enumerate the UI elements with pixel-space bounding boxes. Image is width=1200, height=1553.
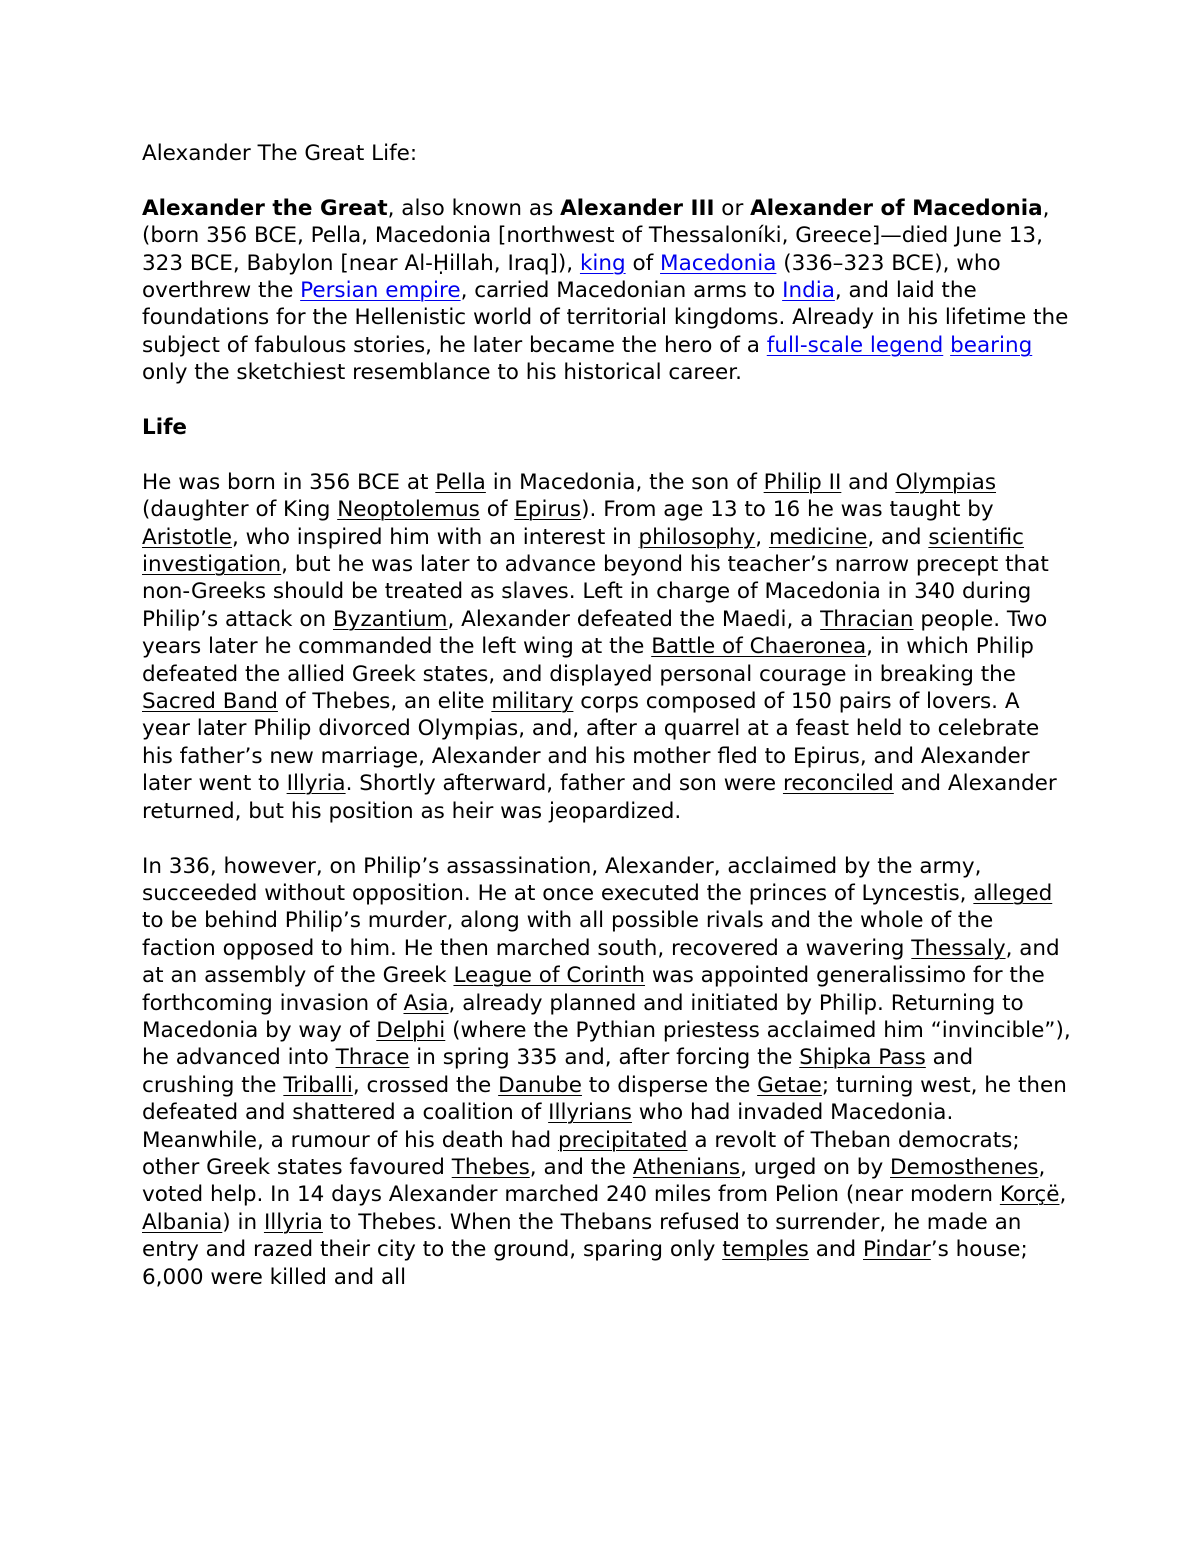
bold-term: Alexander III [560, 195, 715, 221]
bold-term: Alexander of Macedonia [750, 195, 1043, 221]
link-byzantium[interactable]: Byzantium [332, 606, 448, 632]
link-king[interactable]: king [579, 250, 626, 276]
link-full-scale-legend[interactable]: full-scale legend [766, 332, 944, 358]
link-philip-ii[interactable]: Philip II [763, 469, 842, 495]
text-run: , crossed the [352, 1072, 499, 1098]
link-pella[interactable]: Pella [435, 469, 486, 495]
heading-text: Life [142, 415, 188, 441]
link-illyria[interactable]: Illyria [286, 771, 346, 797]
link-epirus[interactable]: Epirus [514, 497, 582, 523]
text-run: corps composed of 150 pairs of lovers. A year later Philip divorced Olympias, and, after a quarrel at a feast held to celebrate his father’s new marriage, Alexander and his mother fled to Epirus, and Alexander later went to [142, 689, 1040, 797]
spacer [142, 441, 1072, 468]
text-run: to Thebes. When the Thebans refused to surrender, he made an entry and razed their city to the ground, sparing only [142, 1209, 1022, 1263]
spacer [142, 167, 1072, 194]
text-run: ’s house; 6,000 were killed and all [142, 1237, 1028, 1290]
text-run: was appointed generalissimo for the forthcoming invasion of [142, 963, 1045, 1016]
text-run: , [755, 524, 769, 550]
spacer [142, 387, 1072, 414]
text-run: , also known as [387, 195, 561, 221]
intro-paragraph [142, 195, 1072, 387]
text-run: or [714, 195, 751, 221]
link-danube[interactable]: Danube [498, 1072, 582, 1098]
link-temples[interactable]: temples [722, 1237, 809, 1263]
link-india[interactable]: India [782, 278, 835, 304]
text-run: , voted help. In 14 days Alexander marched 240 miles from Pelion (near modern [142, 1154, 1046, 1208]
link-philosophy[interactable]: philosophy [638, 524, 756, 550]
text-run: to disperse the [581, 1072, 758, 1098]
text-run: , and laid the foundations for the Hellenistic world of territorial kingdoms. Already in his lifetime the subject of fabulous stories, he later became the hero of a [142, 278, 1069, 358]
text-run: ) in [222, 1209, 264, 1235]
link-alleged[interactable]: alleged [973, 880, 1053, 906]
text-run: ; turning west, he then defeated and shattered a coalition of [142, 1072, 1067, 1126]
section-heading-life [142, 414, 1072, 441]
text-run: (336–323 BCE), who overthrew the [142, 250, 1001, 304]
link-sacred-band[interactable]: Sacred Band [142, 689, 278, 715]
text-run: , carried Macedonian arms to [460, 278, 783, 304]
link-asia[interactable]: Asia [403, 990, 449, 1016]
text-run: , and at an assembly of the Greek [142, 935, 1060, 989]
link-thessaly[interactable]: Thessaly [911, 935, 1006, 961]
link-reconciled[interactable]: reconciled [782, 771, 894, 797]
text-run: ). From age 13 to 16 he was taught by [581, 497, 994, 523]
link-neoptolemus[interactable]: Neoptolemus [337, 497, 480, 523]
text-run: a revolt of Theban democrats; other Greek states favoured [142, 1127, 1020, 1180]
link-illyrians[interactable]: Illyrians [548, 1100, 632, 1126]
spacer [142, 825, 1072, 852]
link-triballi[interactable]: Triballi [283, 1072, 353, 1098]
text-run: . Shortly afterward, father and son were [345, 771, 783, 797]
text-run: In 336, however, on Philip’s assassination, Alexander, acclaimed by the army, succeeded without opposition. He at once executed the princes of Lyncestis, [142, 853, 982, 906]
link-albania[interactable]: Albania [142, 1209, 223, 1235]
link-korce[interactable]: Korçë [999, 1182, 1060, 1208]
link-bearing[interactable]: bearing [950, 332, 1033, 358]
text-run: , urged on by [740, 1154, 891, 1180]
text-run: and [841, 469, 896, 495]
text-run: in Macedonia, the son of [485, 469, 764, 495]
text-run: and [808, 1237, 863, 1263]
link-delphi[interactable]: Delphi [376, 1017, 446, 1043]
link-medicine[interactable]: medicine [768, 524, 868, 550]
document-title: Alexander The Great Life: [142, 141, 418, 166]
link-thracian[interactable]: Thracian [820, 606, 914, 632]
text-run: of Thebes, an elite [277, 689, 492, 715]
link-military[interactable]: military [491, 689, 574, 715]
link-league-of-corinth[interactable]: League of Corinth [453, 963, 646, 989]
document-body [142, 140, 1072, 1291]
text-run: , already planned and initiated by Philip. Returning to Macedonia by way of [142, 990, 1024, 1043]
link-illyria-2[interactable]: Illyria [263, 1209, 323, 1235]
link-thebes[interactable]: Thebes [451, 1154, 530, 1180]
text-run: , [1059, 1182, 1067, 1208]
text-run: of [479, 497, 515, 523]
text-run: people. Two years later he commanded the left wing at the [142, 606, 1048, 660]
link-athenians[interactable]: Athenians [632, 1154, 741, 1180]
link-thrace[interactable]: Thrace [335, 1045, 410, 1071]
link-shipka-pass[interactable]: Shipka Pass [799, 1045, 926, 1071]
link-battle-of-chaeronea[interactable]: Battle of Chaeronea [651, 634, 867, 660]
bold-term: Alexander the Great [142, 195, 388, 221]
text-run: of [625, 250, 661, 276]
link-demosthenes[interactable]: Demosthenes [890, 1154, 1039, 1180]
text-run: only the sketchiest resemblance to his historical career. [142, 360, 742, 386]
link-pindar[interactable]: Pindar [863, 1237, 931, 1263]
text-run: , who inspired him with an interest in [231, 524, 639, 550]
link-getae[interactable]: Getae [757, 1072, 822, 1098]
link-olympias[interactable]: Olympias [895, 469, 997, 495]
text-run: and crushing the [142, 1045, 974, 1098]
text-run: , Alexander defeated the Maedi, a [447, 606, 821, 632]
text-run: (where the Pythian priestess acclaimed him “invincible”), he advanced into [142, 1017, 1071, 1071]
link-macedonia[interactable]: Macedonia [660, 250, 777, 276]
text-run: , but he was later to advance beyond his teacher’s narrow precept that non-Greeks should be treated as slaves. Left in charge of Macedonia in 340 during Philip’s attack on [142, 552, 1049, 632]
text-run: He was born in 356 BCE at [142, 469, 436, 495]
link-scientific-investigation[interactable]: scientific investigation [142, 524, 1024, 578]
link-persian-empire[interactable]: Persian empire [300, 278, 461, 304]
text-run: to be behind Philip’s murder, along with all possible rivals and the whole of the faction opposed to him. He then marched south, recovered a wavering [142, 908, 994, 961]
text-run: and Alexander returned, but his position as heir was jeopardized. [142, 771, 1057, 824]
life-paragraph-1 [142, 469, 1072, 825]
text-run: in spring 335 and, after forcing the [409, 1045, 800, 1071]
text-run: , and the [529, 1154, 633, 1180]
text-run: , and [867, 524, 929, 550]
text-run: , in which Philip defeated the allied Greek states, and displayed personal courage in breaking the [142, 634, 1034, 687]
link-precipitated[interactable]: precipitated [557, 1127, 688, 1153]
link-aristotle[interactable]: Aristotle [142, 524, 232, 550]
text-run: (daughter of King [142, 497, 338, 523]
text-run: , (born 356 BCE, Pella, Macedonia [northwest of Thessaloníki, Greece]—died June 13, 323 BCE, Babylon [near Al-Ḥillah, Iraq]), [142, 195, 1050, 276]
text-run: who had invaded Macedonia. Meanwhile, a rumour of his death had [142, 1100, 954, 1153]
life-paragraph-2 [142, 853, 1072, 1292]
